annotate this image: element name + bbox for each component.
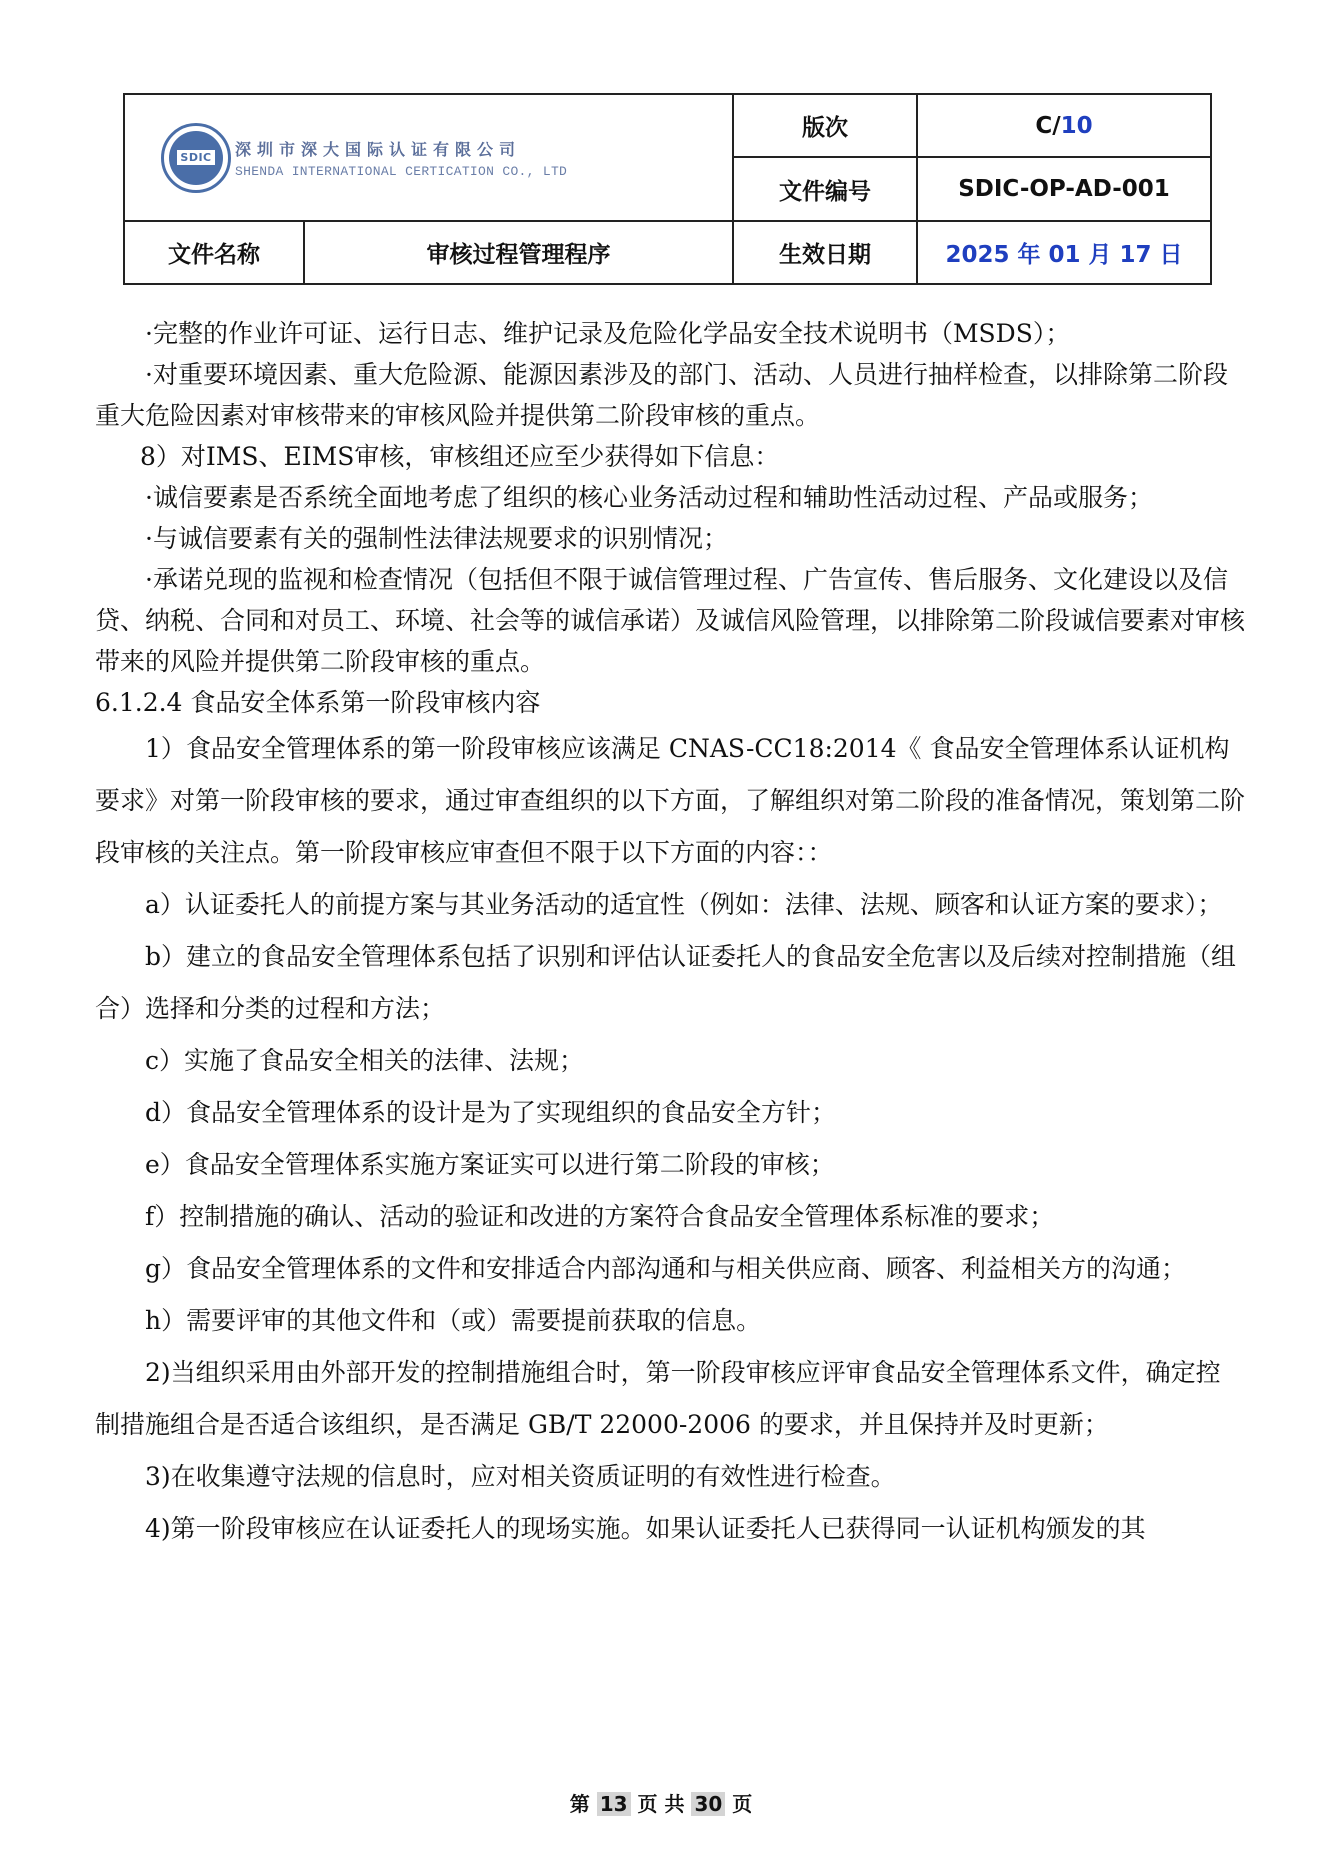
page-footer [0,1788,1322,1817]
edition-number: 10 [1060,112,1093,139]
body-paragraph: ·诚信要素是否系统全面地考虑了组织的核心业务活动过程和辅助性活动过程、产品或服务； [145,483,1153,512]
total-pages-number: 30 [691,1792,725,1816]
edition-value [917,94,1211,157]
company-name-cn: 深圳市深大国际认证有限公司 [235,139,522,159]
body-paragraph: f）控制措施的确认、活动的验证和改进的方案符合食品安全管理体系标准的要求； [145,1202,1055,1231]
body-paragraph: ·对重要环境因素、重大危险源、能源因素涉及的部门、活动、人员进行抽样检查，以排除第二阶段重大危险因素对审核带来的审核风险并提供第二阶段审核的重点。 [95,360,1228,430]
company-name-en: SHENDA INTERNATIONAL CERTICATION CO., LTD [235,163,568,179]
body-paragraph: d）食品安全管理体系的设计是为了实现组织的食品安全方针； [145,1098,837,1127]
body-paragraph: 1）食品安全管理体系的第一阶段审核应该满足 CNAS-CC18:2014《 食品安全管理体系认证机构要求》对第一阶段审核的要求，通过审查组织的以下方面，了解组织对第二阶段的准备情况，策划第二阶段审核的关注点。第一阶段审核应审查但不限于以下方面的内容：： [95,734,1246,867]
body-paragraph: 2)当组织采用由外部开发的控制措施组合时，第一阶段审核应评审食品安全管理体系文件，确定控制措施组合是否适合该组织，是否满足 GB/T 22000-2006 的要求，并且保持并及时更新； [95,1358,1221,1439]
logo-text: SDIC [177,150,214,165]
body-paragraph: b）建立的食品安全管理体系包括了识别和评估认证委托人的食品安全危害以及后续对控制措施（组合）选择和分类的过程和方法； [95,942,1237,1023]
footer-middle: 页 共 [637,1792,685,1816]
body-paragraph: 4)第一阶段审核应在认证委托人的现场实施。如果认证委托人已获得同一认证机构颁发的其 [145,1514,1146,1543]
doc-no-label: 文件编号 [733,157,917,221]
doc-name-value: 审核过程管理程序 [304,221,733,284]
body-paragraph: g）食品安全管理体系的文件和安排适合内部沟通和与相关供应商、顾客、利益相关方的沟通； [145,1254,1187,1283]
company-logo-icon [161,123,231,193]
footer-prefix: 第 [569,1792,590,1816]
footer-suffix: 页 [732,1792,753,1816]
doc-name-label: 文件名称 [124,221,304,284]
effective-date-label: 生效日期 [733,221,917,284]
body-paragraph: e）食品安全管理体系实施方案证实可以进行第二阶段的审核； [145,1150,835,1179]
body-paragraph: ·承诺兑现的监视和检查情况（包括但不限于诚信管理过程、广告宣传、售后服务、文化建设以及信贷、纳税、合同和对员工、环境、社会等的诚信承诺）及诚信风险管理，以排除第二阶段诚信要素对审核带来的风险并提供第二阶段审核的重点。 [95,565,1246,676]
body-paragraph: a）认证委托人的前提方案与其业务活动的适宜性（例如：法律、法规、顾客和认证方案的要求）； [145,890,1223,919]
effective-date-value: 2025 年 01 月 17 日 [917,221,1211,284]
body-paragraph: ·完整的作业许可证、运行日志、维护记录及危险化学品安全技术说明书（MSDS）； [145,319,1071,348]
section-heading: 6.1.2.4 食品安全体系第一阶段审核内容 [95,688,541,717]
body-paragraph: 3)在收集遵守法规的信息时，应对相关资质证明的有效性进行检查。 [145,1462,896,1491]
current-page-number: 13 [597,1792,631,1816]
body-paragraph: ·与诚信要素有关的强制性法律法规要求的识别情况； [145,524,728,553]
edition-prefix: C/ [1035,112,1061,139]
body-paragraph: 8）对IMS、EIMS审核，审核组还应至少获得如下信息： [140,442,780,471]
doc-no-value: SDIC-OP-AD-001 [917,157,1211,221]
company-logo-cell [124,94,733,221]
document-header-table [123,93,1212,285]
body-paragraph: h）需要评审的其他文件和（或）需要提前获取的信息。 [145,1306,762,1335]
document-body [95,313,1245,1555]
edition-label: 版次 [733,94,917,157]
body-paragraph: c）实施了食品安全相关的法律、法规； [145,1046,585,1075]
